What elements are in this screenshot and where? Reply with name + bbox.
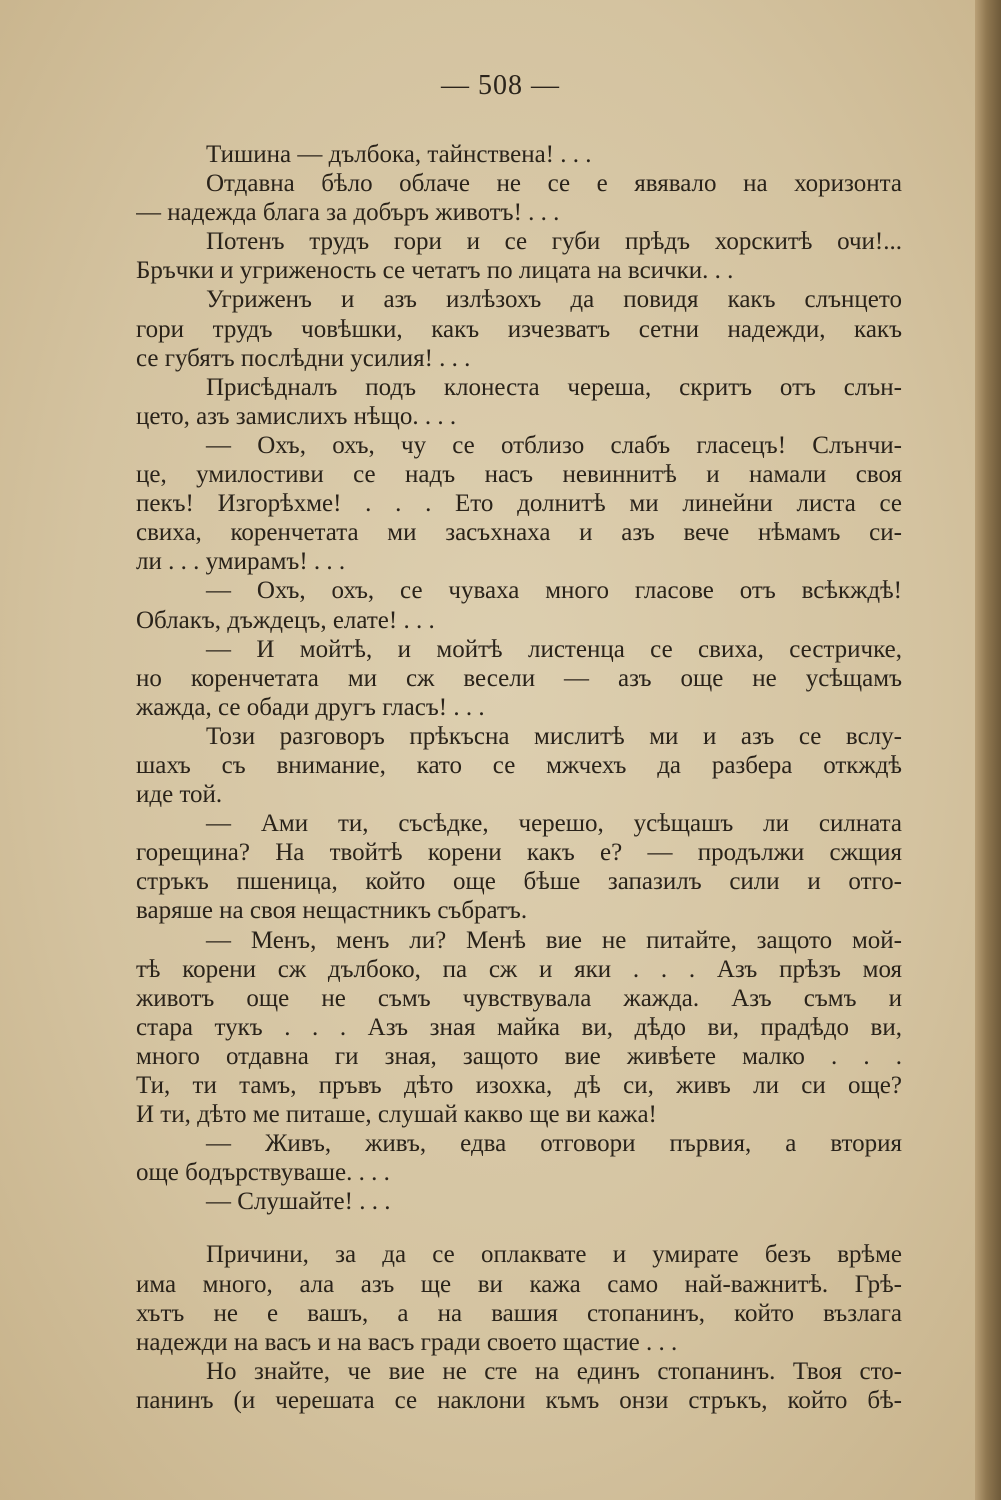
text-line: тѣ корени сж дълбоко, па сж и яки . . . Азъ прѣзъ моя (136, 955, 902, 983)
text-line: — Слушайте! . . . (206, 1188, 391, 1216)
text-line: Присѣдналъ подъ клонеста череша, скритъ отъ слън- (206, 373, 902, 401)
text-line: има много, ала азъ ще ви кажа само най-важнитѣ. Грѣ- (136, 1270, 902, 1298)
text-line: — надежда блага за добъръ животъ! . . . (136, 199, 560, 227)
text-line: цето, азъ замислихъ нѣщо. . . . (136, 402, 457, 430)
text-line: гори трудъ човѣшки, какъ изчезватъ сетни надежди, какъ (136, 315, 902, 343)
book-spine-shadow (975, 0, 1001, 1500)
text-line: шахъ съ внимание, като се мжчехъ да разбера откждѣ (136, 751, 902, 779)
text-line: иде той. (136, 781, 223, 809)
text-line: стара тукъ . . . Азъ зная майка ви, дѣдо ви, прадѣдо ви, (136, 1013, 902, 1041)
page-number: — 508 — (441, 70, 560, 101)
text-line: пекъ! Изгорѣхме! . . . Ето долнитѣ ми линейни листа се (136, 490, 902, 518)
text-line: Причини, за да се оплаквате и умирате безъ врѣме (206, 1241, 902, 1269)
text-line: надежди на васъ и на васъ гради своето щастие . . . (136, 1328, 678, 1356)
text-line: Но знайте, че вие не сте на единъ стопанинъ. Твоя сто- (206, 1357, 902, 1385)
text-line: — Охъ, охъ, чу се отблизо слабъ гласецъ! Слънчи- (206, 431, 902, 459)
text-line: животъ още не съмъ чувствувала жажда. Азъ съмъ и (136, 984, 902, 1012)
text-line: Ти, ти тамъ, пръвъ дѣто изохка, дѣ си, живъ ли си още? (136, 1072, 902, 1099)
text-line: Потенъ трудъ гори и се губи прѣдъ хорскитѣ очи!... (206, 228, 902, 256)
text-line: — Охъ, охъ, се чуваха много гласове отъ всѣкждѣ! (206, 577, 902, 605)
text-line: хътъ не е вашъ, а на вашия стопанинъ, който възлага (136, 1299, 902, 1327)
text-line: Бръчки и угриженость се четатъ по лицата на всички. . . (136, 257, 734, 285)
text-line: це, умилостиви се надъ насъ невиннитѣ и намали своя (136, 461, 902, 489)
text-line: И ти, дѣто ме питаше, слушай какво ще ви кажа! (136, 1101, 657, 1129)
text-line: горещина? На твойтѣ корени какъ е? — продължи сжщия (136, 839, 902, 867)
text-line: стръкъ пшеница, който още бѣше запазилъ сили и отго- (136, 868, 902, 896)
text-line: още бодърствуваше. . . . (136, 1159, 390, 1187)
text-line: Облакъ, дъждецъ, елате! . . . (136, 606, 435, 634)
text-line: варяше на своя нещастникъ събратъ. (136, 897, 528, 925)
text-line: — Менъ, менъ ли? Менѣ вие не питайте, защото мой- (206, 926, 902, 954)
text-line: Угриженъ и азъ излѣзохъ да повидя какъ слънцето (206, 286, 902, 314)
text-line: — Ами ти, съсѣдке, черешо, усѣщашъ ли силната (206, 810, 902, 838)
text-line: но коренчетата ми сж весели — азъ още не усѣщамъ (136, 664, 902, 692)
text-line: — И мойтѣ, и мойтѣ листенца се свиха, сестричке, (206, 635, 902, 663)
text-line: панинъ (и черешата се наклони къмъ онзи стръкъ, който бѣ- (136, 1386, 902, 1414)
text-body (136, 140, 902, 1415)
text-line: Отдавна бѣло облаче не се е явявало на хоризонта (206, 170, 902, 198)
text-line: — Живъ, живъ, едва отговори първия, а втория (206, 1130, 902, 1158)
text-line: жажда, се обади другъ гласъ! . . . (136, 693, 485, 721)
text-line: Този разговоръ прѣкъсна мислитѣ ми и азъ се вслу- (206, 722, 902, 750)
text-line: свиха, коренчетата ми засъхнаха и азъ вече нѣмамъ си- (136, 519, 902, 547)
text-line: много отдавна ги зная, защото вие живѣете малко . . . (136, 1042, 902, 1070)
text-line: се губятъ послѣдни усилия! . . . (136, 344, 471, 372)
paragraph-gap (136, 1216, 902, 1240)
text-line: ли . . . умирамъ! . . . (136, 548, 346, 576)
text-line: Тишина — дълбока, тайнствена! . . . (206, 141, 592, 168)
